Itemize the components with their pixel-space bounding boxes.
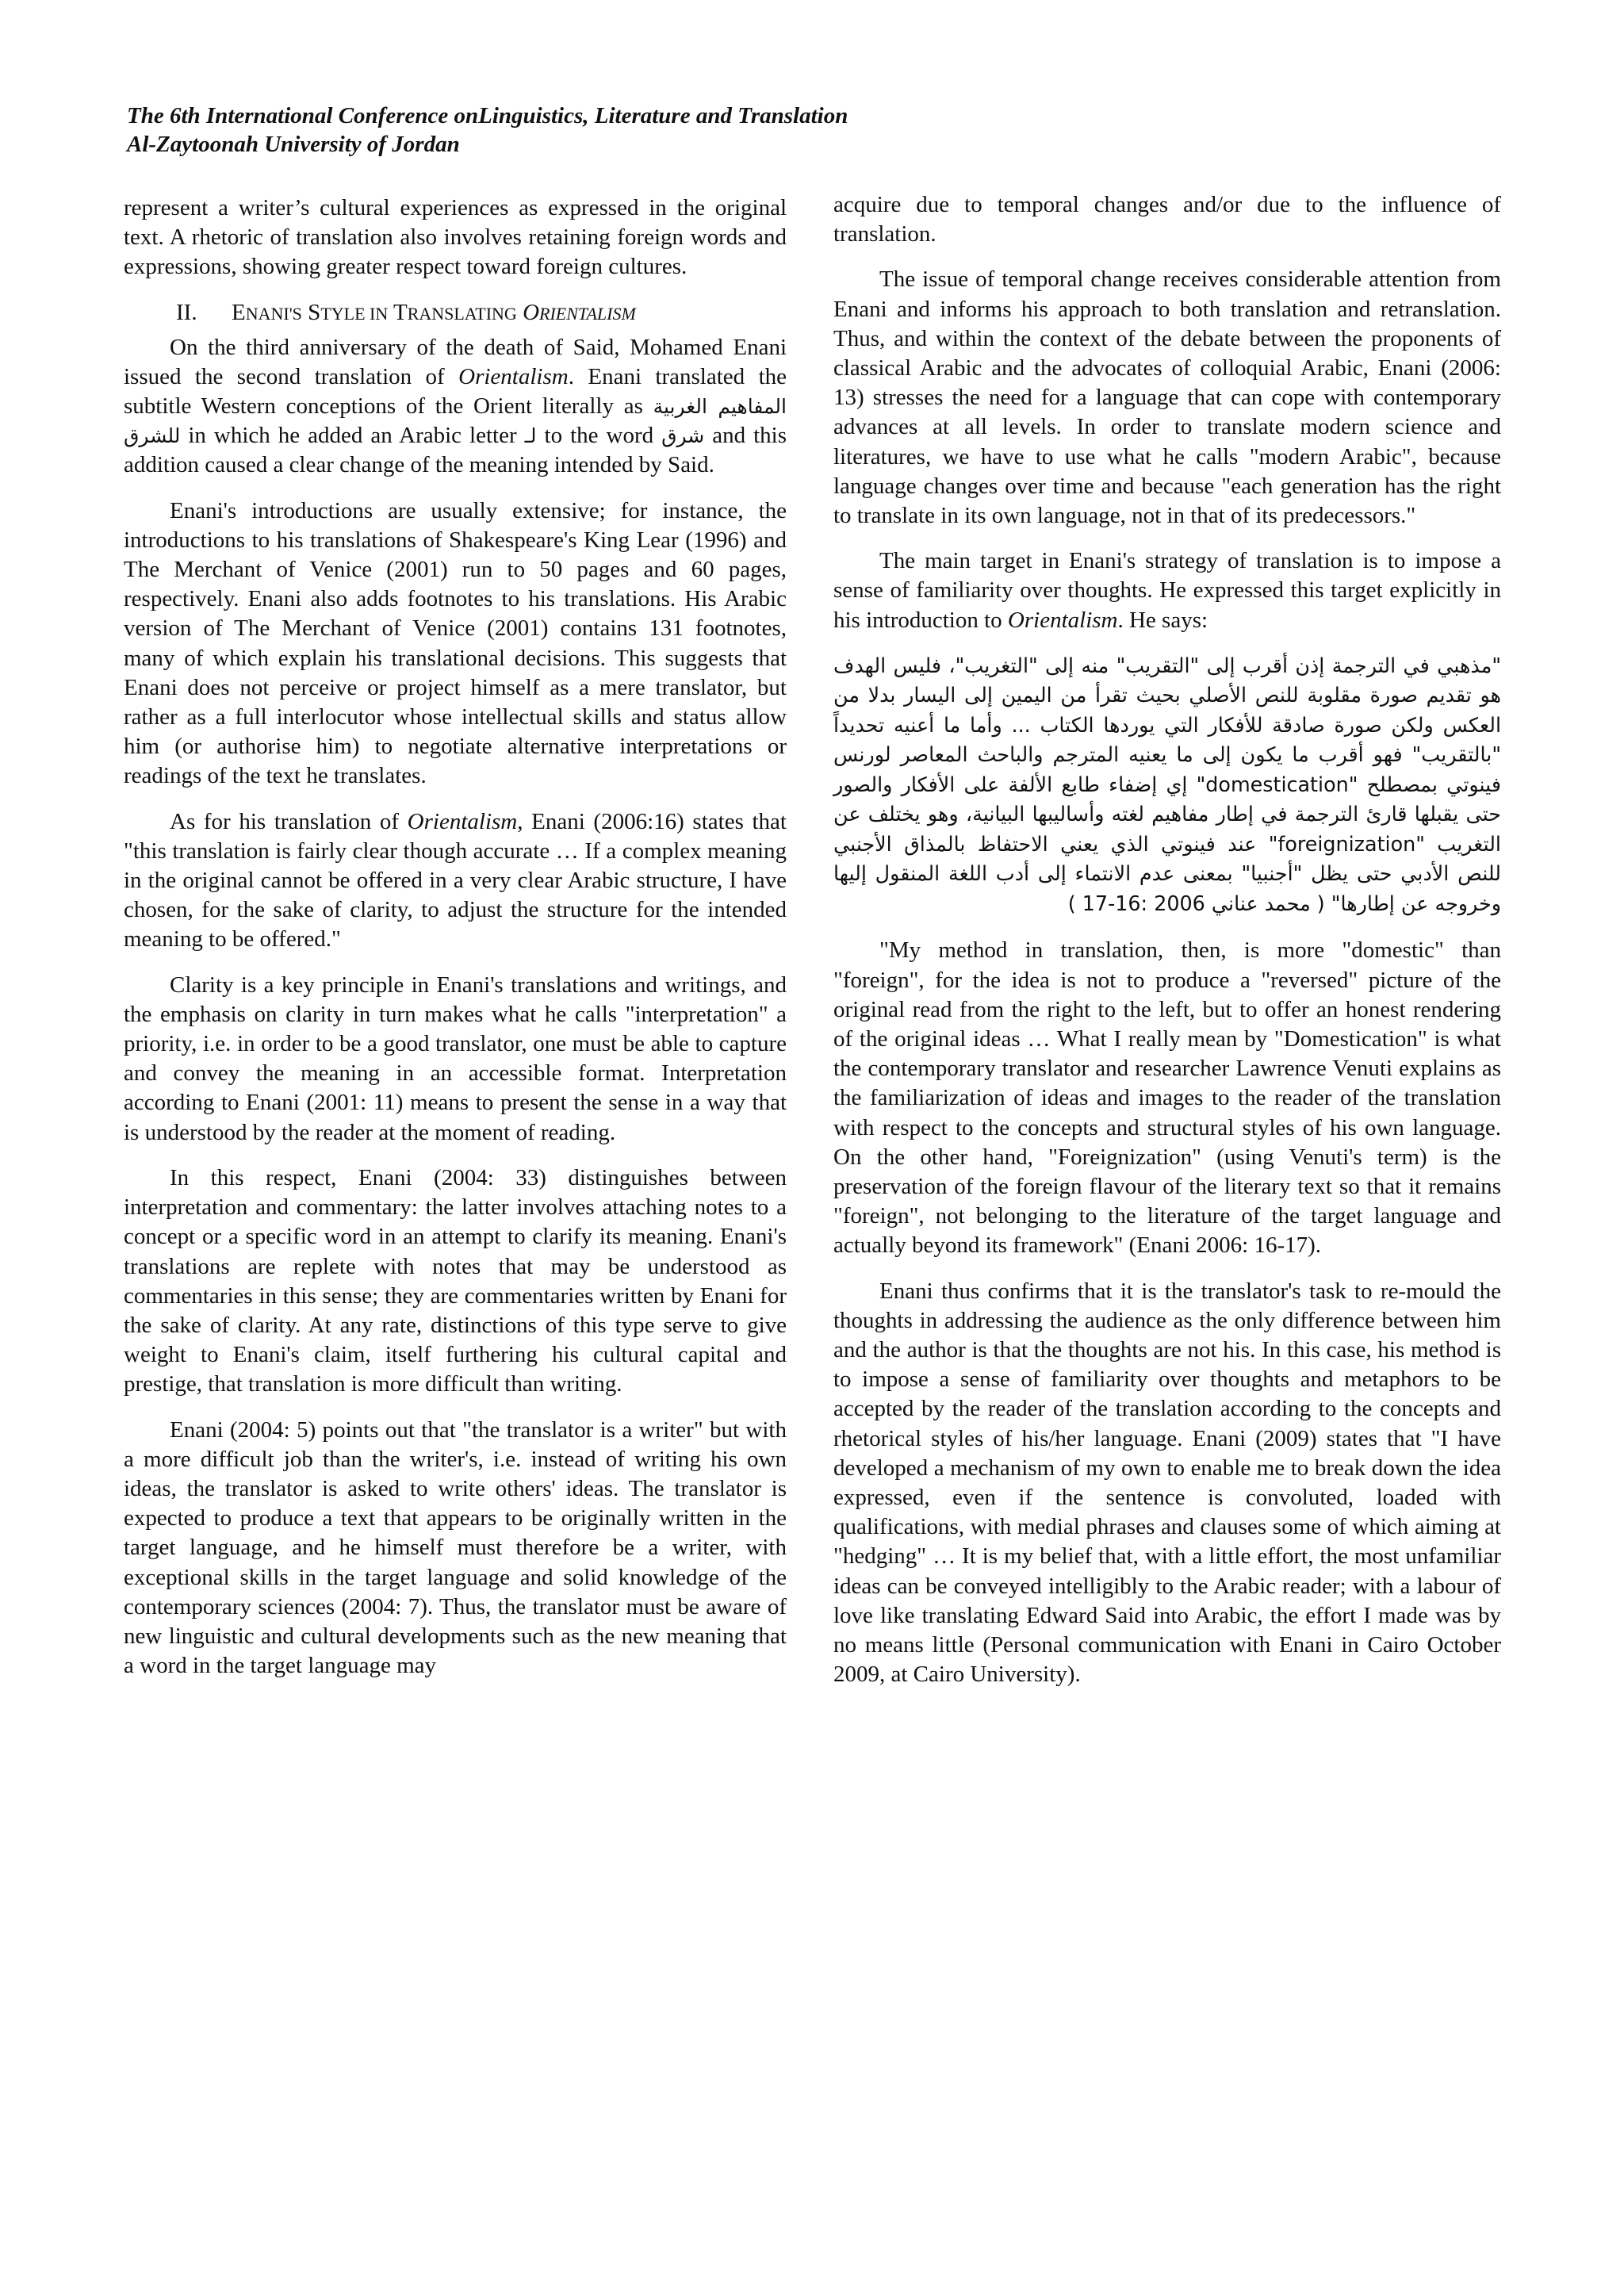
paragraph: "My method in translation, then, is more "domestic" than "foreign", for the idea is not to produce a "reversed" picture of the original read from the right to the left, but to offer an honest rendering of the original ideas … What I really mean by "Domestication" is what the contemporary translator and researcher Lawrence Venuti explains as the familiarization of ideas and images to the reader of the translation with respect to the concepts and structural styles of his own language. On the other hand, "Foreignization" (using Venuti's term) is the preservation of the foreign flavour of the literary text so that it remains "foreign", not belonging to the literature of the target language and actually beyond its framework" (Enani 2006: 16-17). (833, 937, 1501, 1259)
arabic-quotation: "مذهبي في الترجمة إذن أقرب إلى "التقريب" منه إلى "التغريب"، فليس الهدف هو تقديم صورة مقلوبة للنص الأصلي بحيث تقرأ من اليمين إلى اليسار بدلا من العكس ولكن صورة صادقة للأفكار التي يوردها الكتاب ... وأما ما أعنيه تحديداً "بالتقريب" فهو أقرب ما يكون إلى ما يعنيه المترجم والباحث المعاصر لورنس فينوتي بمصطلح "domestication" إي إضفاء طابع الألفة على الأفكار والصور حتى يقبلها قارئ الترجمة في إطار مفاهيم لغته وأساليبها البيانية، وهو يختلف عن التغريب "foreignization" عند فينوتي الذي يعني الاحتفاظ بالمذاق الأجنبي للنص الأدبي حتى يظل "أجنبيا" بمعنى عدم الانتماء إلى أدب اللغة المنقول إليها وخروجه عن إطارها" ( محمد عناني 2006 :16-17 ) (833, 653, 1501, 915)
paragraph: Enani thus confirms that it is the translator's task to re-mould the thoughts in addressing the audience as the only difference between him and the author is that the thoughts are not his. In this case, his method is to impose a sense of familiarity over thoughts and metaphors to be accepted by the reader of the translation according to the concepts and rhetorical styles of his/her language. Enani (2009) states that "I have developed a mechanism of my own to enable me to break down the idea expressed, even if the sentence is convoluted, loaded with qualifications, with medial phrases and clauses some of which aiming at "hedging" … It is my belief that, with a little effort, the most unfamiliar ideas can be conveyed intelligibly to the Arabic reader; with a labour of love like translating Edward Said into Arabic, the effort I made was by no means little (Personal communication with Enani in Cairo October 2009, at Cairo University). (833, 1278, 1501, 1688)
arabic-word: شرق (661, 424, 705, 448)
paragraph: As for his translation of Orientalism, Enani (2006:16) states that "this translation is fairly clear though accurate … If a complex meaning in the original cannot be offered in a very clear Arabic structure, I have chosen, for the sake of clarity, to adjust the structure for the intended meaning to be offered." (124, 808, 787, 953)
paragraph: The main target in Enani's strategy of translation is to impose a sense of familiarity over thoughts. He expressed this target explicitly in his introduction to Orientalism. He says: (833, 548, 1501, 633)
paragraph: Clarity is a key principle in Enani's translations and writings, and the emphasis on clarity in turn makes what he calls "interpretation" a priority, i.e. in order to be a good translator, one must be able to capture and convey the meaning in an accessible format. Interpretation according to Enani (2001: 11) means to present the sense in a way that is understood by the reader at the moment of reading. (124, 972, 787, 1145)
section-title: ENANI'S STYLE IN TRANSLATING ORIENTALISM (232, 299, 636, 325)
header-university: Al-Zaytoonah University of Jordan (127, 132, 460, 157)
right-column (833, 190, 1501, 1705)
running-header (127, 102, 1522, 159)
paragraph: In this respect, Enani (2004: 33) distinguishes between interpretation and commentary: the latter involves attaching notes to a concept or a specific word in an attempt to clarify its meaning. Enani's translations are replete with notes that may be understood as commentaries in this sense; they are commentaries written by Enani for the sake of clarity. At any rate, distinctions of this type serve to give weight to Enani's claim, itself furthering his cultural capital and prestige, that translation is more difficult than writing. (124, 1164, 787, 1397)
paragraph: The issue of temporal change receives considerable attention from Enani and informs his approach to both translation and retranslation. Thus, and within the context of the debate between the proponents of classical Arabic and the advocates of colloquial Arabic, Enani (2006: 13) stresses the need for a language that can cope with contemporary advances at all levels. In order to translate modern science and literatures, we have to use what he calls "modern Arabic", because language changes over time and because "each generation has the right to translate in its own language, not in that of its predecessors." (833, 266, 1501, 529)
paragraph: Enani (2004: 5) points out that "the translator is a writer" but with a more difficult job than the writer's, i.e. instead of writing his own ideas, the translator is asked to write others' ideas. The translator is expected to produce a text that appears to be originally written in the target language, and he himself must therefore be a writer, with exceptional skills in the target language and solid knowledge of the contemporary sciences (2004: 7). Thus, the translator must be aware of new linguistic and cultural developments such as the new meaning that a word in the target language may (124, 1416, 787, 1679)
paragraph: acquire due to temporal changes and/or due to the influence of translation. (833, 192, 1501, 247)
paragraph: On the third anniversary of the death of Said, Mohamed Enani issued the second translation of Orientalism. Enani translated the subtitle Western conceptions of the Orient literally as المفاهيم الغربية للشرق in which he added an Arabic letter لـ to the word شرق and this addition caused a clear change of the meaning intended by Said. (124, 334, 787, 478)
paragraph: Enani's introductions are usually extensive; for instance, the introductions to his translations of Shakespeare's King Lear (1996) and The Merchant of Venice (2001) run to 50 pages and 60 pages, respectively. Enani also adds footnotes to his translations. His Arabic version of The Merchant of Venice (2001) contains 131 footnotes, many of which explain his translational decisions. This suggests that Enani does not perceive or project himself as a mere translator, but rather as a full interlocutor whose intellectual skills and status allow him (or authorise him) to negotiate alternative interpretations or readings of the text he translates. (124, 497, 787, 789)
arabic-phrase: المفاهيم الغربية للشرق (124, 395, 787, 448)
arabic-letter: لـ (524, 424, 537, 448)
section-heading (124, 298, 787, 328)
header-conference-title: The 6th International Conference onLinguistics, Literature and Translation (127, 103, 848, 128)
left-column (124, 194, 787, 1696)
section-number: II. (176, 299, 197, 325)
paragraph: represent a writer’s cultural experiences as expressed in the original text. A rhetoric of translation also involves retaining foreign words and expressions, showing greater respect toward foreign cultures. (124, 195, 787, 280)
